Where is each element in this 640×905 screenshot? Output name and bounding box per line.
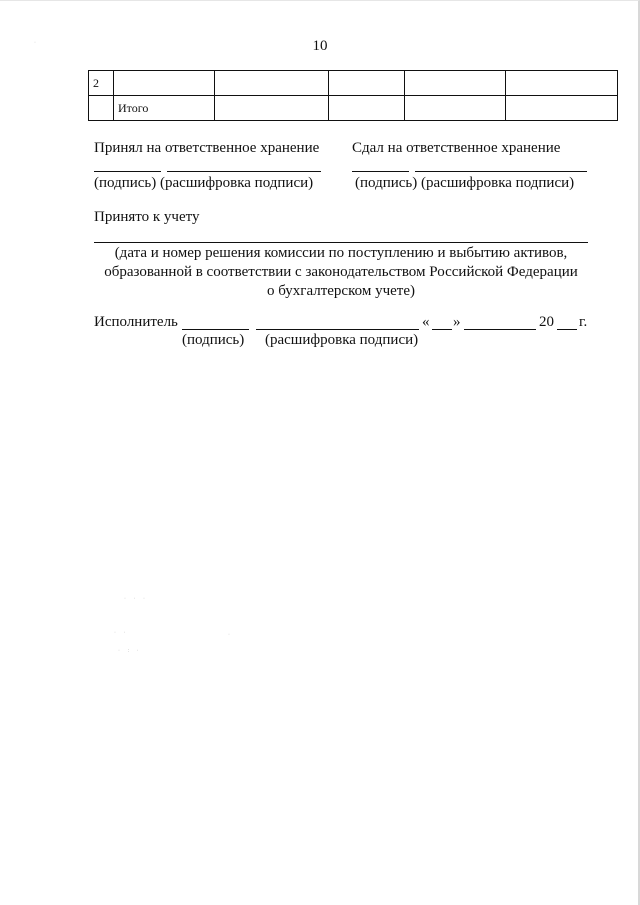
decision-caption-line: (дата и номер решения комиссии по поступлению и выбытию активов, — [114, 245, 568, 261]
scan-speck: · — [228, 632, 233, 638]
received-label: Принял на ответственное хранение — [94, 140, 320, 156]
handed-decode-line — [415, 171, 587, 172]
decision-caption — [94, 244, 588, 301]
scan-speck: · · · — [124, 596, 148, 602]
scan-speck: · · — [114, 630, 129, 636]
table-cell — [506, 96, 618, 121]
quote-open: « — [422, 314, 430, 330]
table-cell-total: Итого — [114, 96, 215, 121]
table-cell — [215, 71, 329, 96]
day-line — [432, 329, 452, 330]
year-line — [557, 329, 577, 330]
table-cell — [329, 71, 405, 96]
assets-table — [88, 70, 618, 121]
decision-caption-line: образованной в соответствии с законодательством Российской Федерации — [104, 264, 578, 280]
received-caption: (подпись) (расшифровка подписи) — [94, 175, 314, 191]
year-suffix: г. — [579, 314, 588, 330]
scan-speck: · — [34, 40, 39, 46]
table-cell — [215, 96, 329, 121]
year-prefix: 20 — [539, 314, 554, 330]
executor-signature-caption: (подпись) — [182, 332, 245, 348]
decision-caption-line: о бухгалтерском учете) — [266, 283, 415, 299]
month-line — [464, 329, 536, 330]
page-number: 10 — [312, 38, 328, 54]
executor-signature-line — [182, 329, 249, 330]
executor-decode-caption: (расшифровка подписи) — [265, 332, 419, 348]
handed-label: Сдал на ответственное хранение — [352, 140, 561, 156]
handed-caption: (подпись) (расшифровка подписи) — [355, 175, 575, 191]
executor-decode-line — [256, 329, 419, 330]
table-cell — [506, 71, 618, 96]
table-cell — [405, 71, 506, 96]
table-cell — [405, 96, 506, 121]
table-cell — [114, 71, 215, 96]
table-row — [89, 96, 618, 121]
executor-label: Исполнитель — [94, 314, 178, 330]
quote-close: » — [453, 314, 461, 330]
table-cell — [89, 96, 114, 121]
decision-line — [94, 242, 588, 243]
table-cell — [329, 96, 405, 121]
table-cell: 2 — [89, 71, 114, 96]
scan-speck: · : · — [118, 648, 142, 654]
table-row — [89, 71, 618, 96]
received-decode-line — [167, 171, 321, 172]
received-signature-line — [94, 171, 161, 172]
accepted-label: Принято к учету — [94, 209, 200, 225]
handed-signature-line — [352, 171, 409, 172]
